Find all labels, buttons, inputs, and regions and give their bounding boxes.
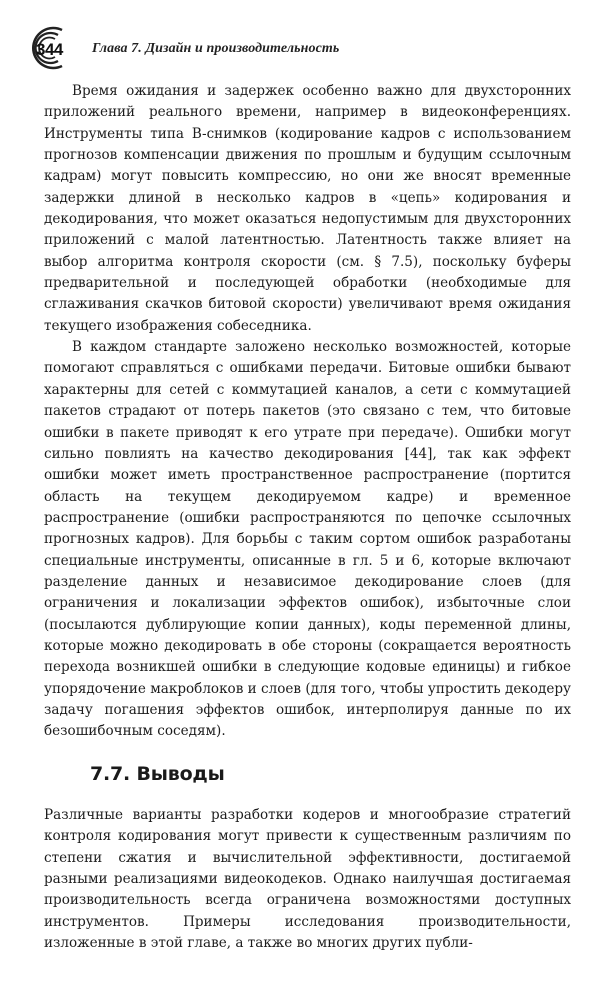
page-header — [22, 26, 582, 70]
paragraph-latency: Время ожидания и задержек особенно важно для двухсторонних приложений реального времени, например в видеоконференциях. Инструменты типа B-снимков (кодирование кадров с использованием прогнозов компенсации движения по прошлым и будущим ссылочным кадрам) могут повысить компрессию, но они же вносят временные задержки длиной в несколько кадров в «цепь» кодирования и декодирования, что может оказаться недопустимым для двухсторонних приложений с малой латентностью. Латентность также влияет на выбор алгоритма контроля скорости (см. § 7.5), поскольку буферы предварительной и последующей обработки (необходимые для сглаживания скачков битовой скорости) увеличивают время ожидания текущего изображения собеседника. — [44, 83, 571, 334]
body-text-upper — [44, 81, 571, 743]
paragraph-errors: В каждом стандарте заложено несколько возможностей, которые помогают справляться с ошибками передачи. Битовые ошибки бывают характерны для сетей с коммутацией каналов, а сети с коммутацией пакетов страдают от потерь пакетов (это связано с тем, что битовые ошибки в пакете приводят к его утрате при передаче). Ошибки могут сильно повлиять на качество декодирования [44], так как эффект ошибки может иметь пространственное распространение (портится область на текущем декодируемом кадре) и временное распространение (ошибки распространяются по цепочке ссылочных прогнозных кадров). Для борьбы с таким сортом ошибок разработаны специальные инструменты, описанные в гл. 5 и 6, которые включают разделение данных и независимое декодирование слоев (для ограничения и локализации эффектов ошибок), избыточные слои (посылаются дублирующие копии данных), коды переменной длины, которые можно декодировать в обе стороны (сокращается вероятность перехода возникшей ошибки в следующие кодовые единицы) и гибкое упорядочение макроблоков и слоев (для того, чтобы упростить декодеру задачу погашения эффектов ошибок, интерполируя данные по их безошибочным соседям). — [44, 339, 571, 740]
page-number: 344 — [36, 40, 63, 59]
body-text-lower — [44, 805, 571, 954]
section-heading: 7.7. Выводы — [90, 763, 225, 785]
running-title: Глава 7. Дизайн и производительность — [92, 41, 340, 56]
paragraph-conclusions: Различные варианты разработки кодеров и многообразие стратегий контроля кодирования могут привести к существенным различиям по степени сжатия и вычислительной эффективности, достигаемой разными реализациями видеокодеков. Однако наилучшая достигаемая производительность всегда ограничена возможностями доступных инструментов. Примеры исследования производительности, изложенные в этой главе, а также во многих других публи- — [44, 807, 571, 952]
